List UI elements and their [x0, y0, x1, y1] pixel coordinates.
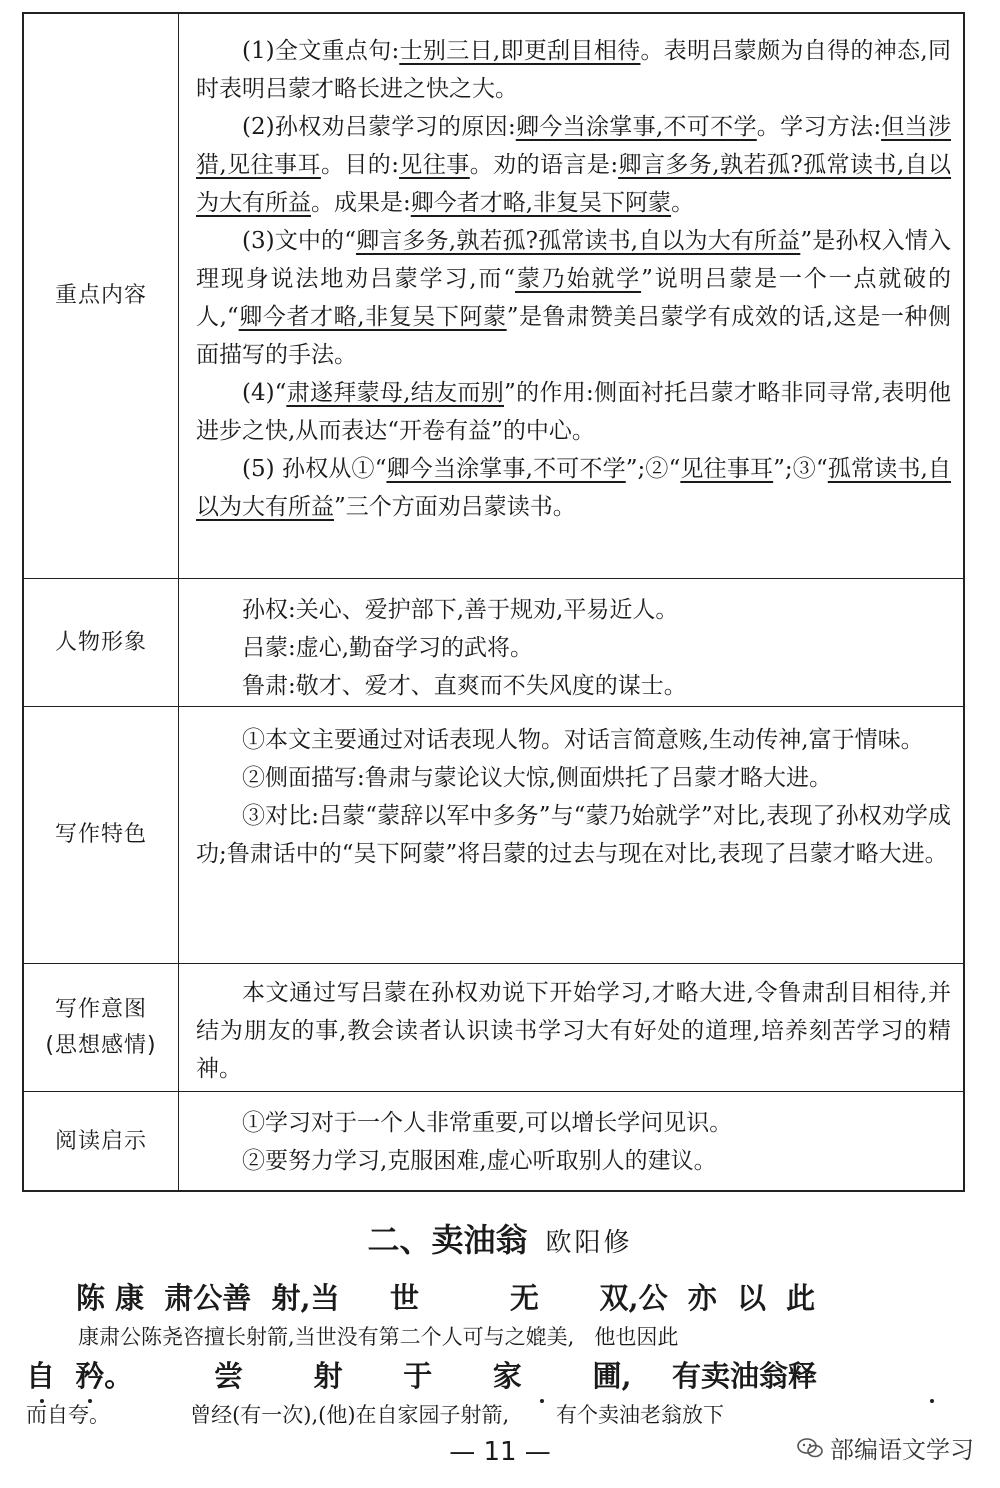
content-paragraph: [196, 797, 951, 873]
text-span: (2)孙权劝吕蒙学习的原因:: [242, 114, 516, 140]
table-row: [24, 1092, 963, 1192]
text-span: 。目的:: [320, 152, 399, 178]
text-span: 本文通过写吕蒙在孙权劝说下开始学习,才略大进,令鲁肃刮目相待,并结为朋友的事,教会读者认识读书学习大有好处的道理,培养刻苦学习的精神。: [196, 980, 951, 1082]
text-span: ”三个方面劝吕蒙读书。: [334, 494, 576, 520]
section-title-text: 二、卖油翁: [367, 1221, 528, 1259]
text-span: ”说明吕蒙是一个一点就破的人,“: [196, 266, 951, 330]
content-paragraph: [196, 721, 951, 759]
translation-line: 而自夸。 曾经(有一次),(他)在自家园子射箭, 有个卖油老翁放下: [26, 1403, 724, 1427]
content-paragraph: [196, 759, 951, 797]
watermark: [796, 1430, 974, 1465]
watermark-text: 部编语文学习: [830, 1436, 974, 1464]
original-line: 陈 康 肃公善 射,当 世 无 双,公 亦 以 此: [76, 1281, 816, 1315]
text-span: ”;②“: [625, 456, 681, 482]
content-paragraph: [196, 1104, 951, 1142]
underlined-quote: 蒙乃始就学: [515, 266, 642, 292]
text-span: (3)文中的“: [242, 228, 356, 254]
underlined-quote: 士别三日,即更刮目相待: [399, 38, 641, 64]
text-span: ”是鲁肃赞美吕蒙学有成效的话,这是一种侧面描写的手法。: [196, 304, 952, 368]
text-span: 。表明吕蒙颇为自得的神态,同时表明吕蒙才略长进之快之大。: [196, 38, 952, 102]
underlined-quote: 肃遂拜蒙母,结友而别: [286, 380, 505, 406]
text-span: ②要努力学习,克服困难,虚心听取别人的建议。: [242, 1148, 717, 1174]
text-span: 。: [671, 190, 695, 216]
text-span: ①学习对于一个人非常重要,可以增长学问见识。: [242, 1110, 733, 1136]
table-row: [24, 707, 963, 964]
summary-table: [22, 12, 965, 1192]
underlined-quote: 孤常读书,自以为大有所益: [196, 456, 952, 520]
text-span: ”是孙权入情入理现身说法地劝吕蒙学习,而“: [196, 228, 952, 292]
row-label: 阅读启示: [24, 1092, 179, 1192]
underlined-quote: 卿言多务,孰若孤?孤常读书,自以为大有所益: [355, 228, 801, 254]
underlined-quote: 见往事: [399, 152, 470, 178]
content-paragraph: [196, 667, 951, 705]
text-span: 。成果是:: [311, 190, 411, 216]
underlined-quote: 卿今者才略,非复吴下阿蒙: [238, 304, 507, 330]
text-span: 。劝的语言是:: [469, 152, 619, 178]
content-paragraph: [196, 374, 951, 450]
wechat-icon: [796, 1437, 824, 1459]
original-line: 自 矜。 尝 射 于 家 圃, 有卖油翁释: [26, 1359, 817, 1393]
table-row: [24, 579, 963, 707]
text-span: 吕蒙:虚心,勤奋学习的武将。: [242, 635, 534, 661]
text-span: ②侧面描写:鲁肃与蒙论议大惊,侧面烘托了吕蒙才略大进。: [242, 765, 833, 791]
text-span: (5) 孙权从①“: [242, 456, 387, 482]
row-label: 重点内容: [24, 14, 179, 578]
row-content: [180, 707, 963, 963]
row-label: 写作特色: [24, 707, 179, 963]
content-paragraph: [196, 32, 951, 108]
table-row: [24, 964, 963, 1092]
text-span: (4)“: [242, 380, 287, 406]
label-line: 写作意图: [54, 996, 147, 1022]
underlined-quote: 卿今者才略,非复吴下阿蒙: [410, 190, 672, 216]
row-content: [180, 14, 963, 578]
content-paragraph: [196, 974, 951, 1088]
content-paragraph: [196, 629, 951, 667]
text-span: 鲁肃:敬才、爱才、直爽而不失风度的谋士。: [242, 673, 687, 699]
text-span: 孙权:关心、爱护部下,善于规劝,平易近人。: [242, 597, 679, 623]
content-paragraph: [196, 222, 951, 374]
underlined-quote: 卿今当涂掌事,不可不学: [515, 114, 757, 140]
underlined-quote: 卿言多务,孰若孤?孤常读书,自以为大有所益: [196, 152, 952, 216]
underlined-quote: 见往事耳: [680, 456, 774, 482]
section-title: [0, 1218, 1000, 1265]
text-span: ”的作用:侧面衬托吕蒙才略非同寻常,表明他进步之快,从而表达“开卷有益”的中心。: [196, 380, 951, 444]
row-label: 人物形象: [24, 579, 179, 706]
content-paragraph: [196, 108, 951, 222]
emphasis-dot: [930, 1399, 934, 1403]
label-line: (思想感情): [45, 1032, 157, 1058]
section-author: 欧阳修: [545, 1228, 633, 1258]
text-span: ”;③“: [773, 456, 828, 482]
text-span: 。学习方法:: [756, 114, 882, 140]
translation-line: 康肃公陈尧咨擅长射箭,当世没有第二个人可与之媲美, 他也因此: [78, 1325, 679, 1349]
underlined-quote: 卿今当涂掌事,不可不学: [386, 456, 626, 482]
text-span: ①本文主要通过对话表现人物。对话言简意赅,生动传神,富于情味。: [242, 727, 924, 753]
row-label: [24, 964, 179, 1091]
content-paragraph: [196, 591, 951, 629]
page-number: — 11 —: [449, 1437, 551, 1467]
underlined-quote: 但当涉猎,见往事耳: [196, 114, 951, 178]
text-span: ③对比:吕蒙“蒙辞以军中多务”与“蒙乃始就学”对比,表现了孙权劝学成功;鲁肃话中的“吴下阿蒙”将吕蒙的过去与现在对比,表现了吕蒙才略大进。: [196, 803, 951, 867]
row-content: [180, 579, 963, 706]
content-paragraph: [196, 1142, 951, 1180]
row-content: [180, 964, 963, 1091]
text-span: (1)全文重点句:: [242, 38, 400, 64]
content-paragraph: [196, 450, 951, 526]
table-row: [24, 14, 963, 579]
row-content: [180, 1092, 963, 1192]
